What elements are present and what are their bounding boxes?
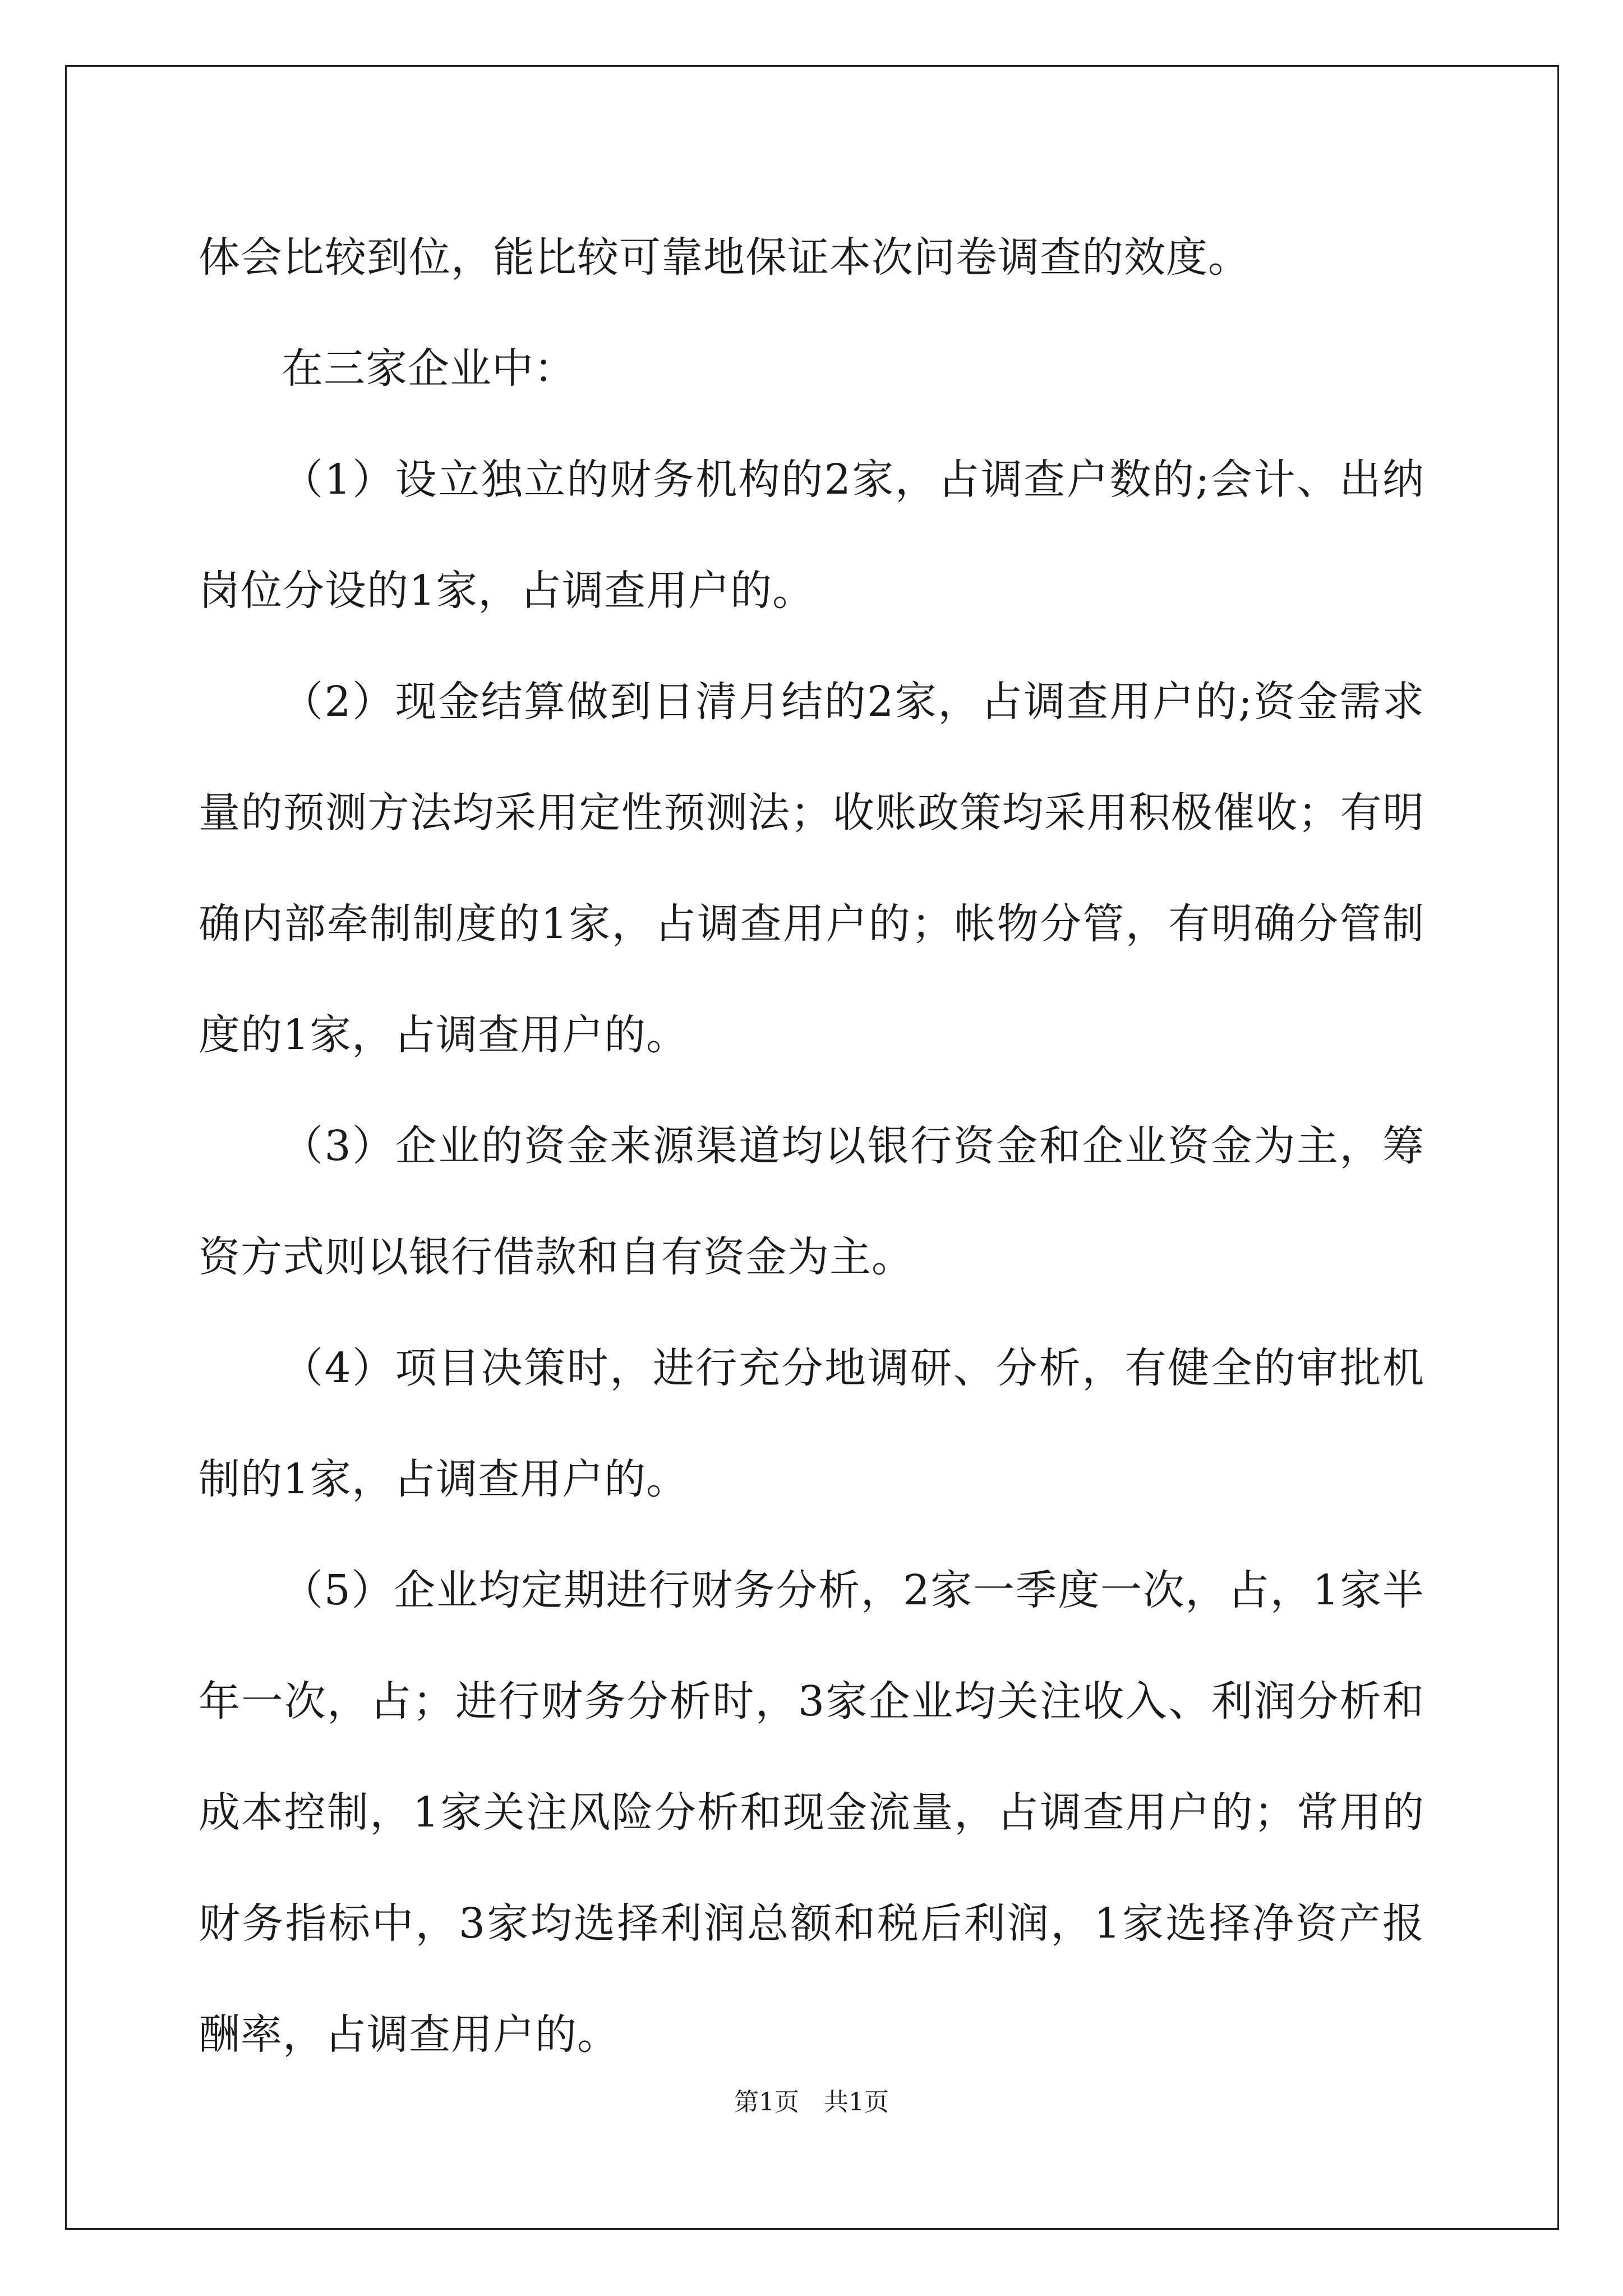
paragraph-intro: 在三家企业中： bbox=[282, 344, 576, 393]
document-body bbox=[199, 202, 1424, 2090]
paragraph-item-3: （3）企业的资金来源渠道均以银行资金和企业资金为主，筹资方式则以银行借款和自有资金为主。 bbox=[199, 1122, 1424, 1281]
paragraph-item-1: （1）设立独立的财务机构的2家，占调查户数的;会计、出纳岗位分设的1家，占调查用户的。 bbox=[199, 455, 1424, 615]
page-number-footer: 第1页 共1页 bbox=[734, 2088, 889, 2116]
paragraph-item-5: （5）企业均定期进行财务分析，2家一季度一次，占，1家半年一次，占；进行财务分析时，3家企业均关注收入、利润分析和成本控制，1家关注风险分析和现金流量，占调查用户的；常用的财务指标中，3家均选择利润总额和税后利润，1家选择净资产报酬率，占调查用户的。 bbox=[199, 1566, 1424, 2059]
paragraph-continuation: 体会比较到位，能比较可靠地保证本次问卷调查的效度。 bbox=[199, 233, 1250, 282]
paragraph-item-4: （4）项目决策时，进行充分地调研、分析，有健全的审批机制的1家，占调查用户的。 bbox=[199, 1344, 1424, 1503]
paragraph-item-2: （2）现金结算做到日清月结的2家，占调查用户的;资金需求量的预测方法均采用定性预测法；收账政策均采用积极催收；有明确内部牵制制度的1家，占调查用户的；帐物分管，有明确分管制度的1家，占调查用户的。 bbox=[199, 678, 1424, 1059]
